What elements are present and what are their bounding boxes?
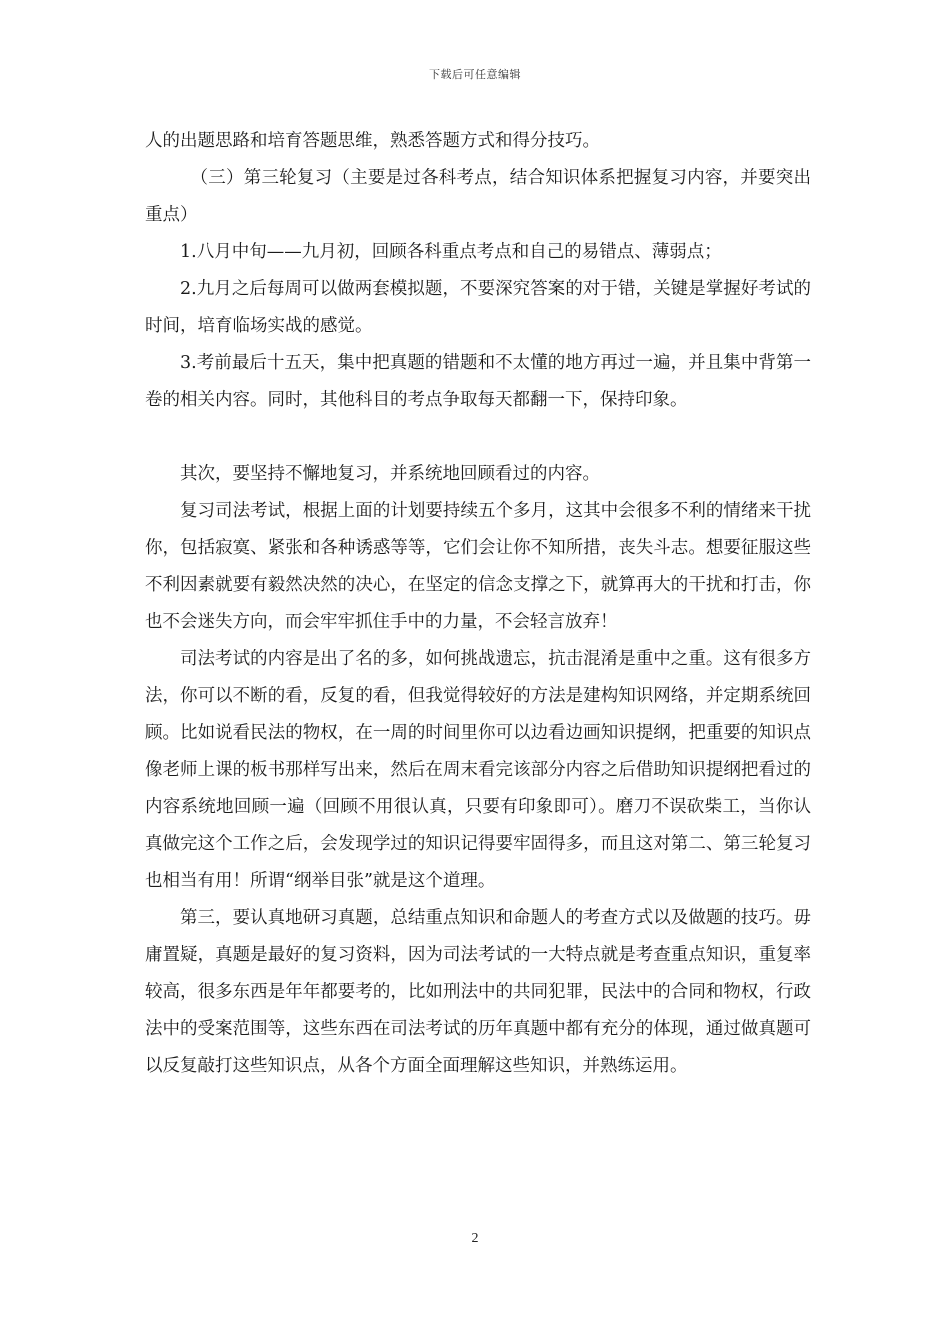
paragraph-second-point: 其次，要坚持不懈地复习，并系统地回顾看过的内容。 bbox=[180, 464, 600, 484]
page-number: 2 bbox=[471, 1231, 479, 1246]
paragraph-spacer bbox=[145, 419, 811, 456]
paragraph-persistence: 复习司法考试，根据上面的计划要持续五个多月，这其中会很多不利的情绪来干扰你，包括寂寞、紧张和各种诱惑等等，它们会让你不知所措，丧失斗志。想要征服这些不利因素就要有毅然决然的决心，在坚定的信念支撑之下，就算再大的干扰和打击，你也不会迷失方向，而会牢牢抓住手中的力量，不会轻言放弃！ bbox=[145, 501, 811, 632]
document-body bbox=[145, 123, 811, 1085]
paragraph-knowledge-network: 司法考试的内容是出了名的多，如何挑战遗忘，抗击混淆是重中之重。这有很多方法，你可以不断的看，反复的看，但我觉得较好的方法是建构知识网络，并定期系统回顾。比如说看民法的物权，在一周的时间里你可以边看边画知识提纲，把重要的知识点像老师上课的板书那样写出来，然后在周末看完该部分内容之后借助知识提纲把看过的内容系统地回顾一遍（回顾不用很认真，只要有印象即可）。磨刀不误砍柴工，当你认真做完这个工作之后，会发现学过的知识记得要牢固得多，而且这对第二、第三轮复习也相当有用！所谓“纲举目张”就是这个道理。 bbox=[145, 649, 811, 891]
list-item-2: 2.九月之后每周可以做两套模拟题，不要深究答案的对于错，关键是掌握好考试的时间，培育临场实战的感觉。 bbox=[145, 279, 811, 336]
paragraph-continuation: 人的出题思路和培育答题思维，熟悉答题方式和得分技巧。 bbox=[145, 131, 600, 151]
list-item-3: 3.考前最后十五天，集中把真题的错题和不太懂的地方再过一遍，并且集中背第一卷的相关内容。同时，其他科目的考点争取每天都翻一下，保持印象。 bbox=[145, 353, 811, 410]
page-header: 下载后可任意编辑 bbox=[429, 68, 521, 81]
list-item-1: 1.八月中旬——九月初，回顾各科重点考点和自己的易错点、薄弱点； bbox=[180, 242, 722, 262]
section-heading-third-round: （三）第三轮复习（主要是过各科考点，结合知识体系把握复习内容，并要突出重点） bbox=[145, 168, 811, 225]
paragraph-third-point: 第三，要认真地研习真题，总结重点知识和命题人的考查方式以及做题的技巧。毋庸置疑，真题是最好的复习资料，因为司法考试的一大特点就是考查重点知识，重复率较高，很多东西是年年都要考的，比如刑法中的共同犯罪，民法中的合同和物权，行政法中的受案范围等，这些东西在司法考试的历年真题中都有充分的体现，通过做真题可以反复敲打这些知识点，从各个方面全面理解这些知识，并熟练运用。 bbox=[145, 908, 811, 1076]
